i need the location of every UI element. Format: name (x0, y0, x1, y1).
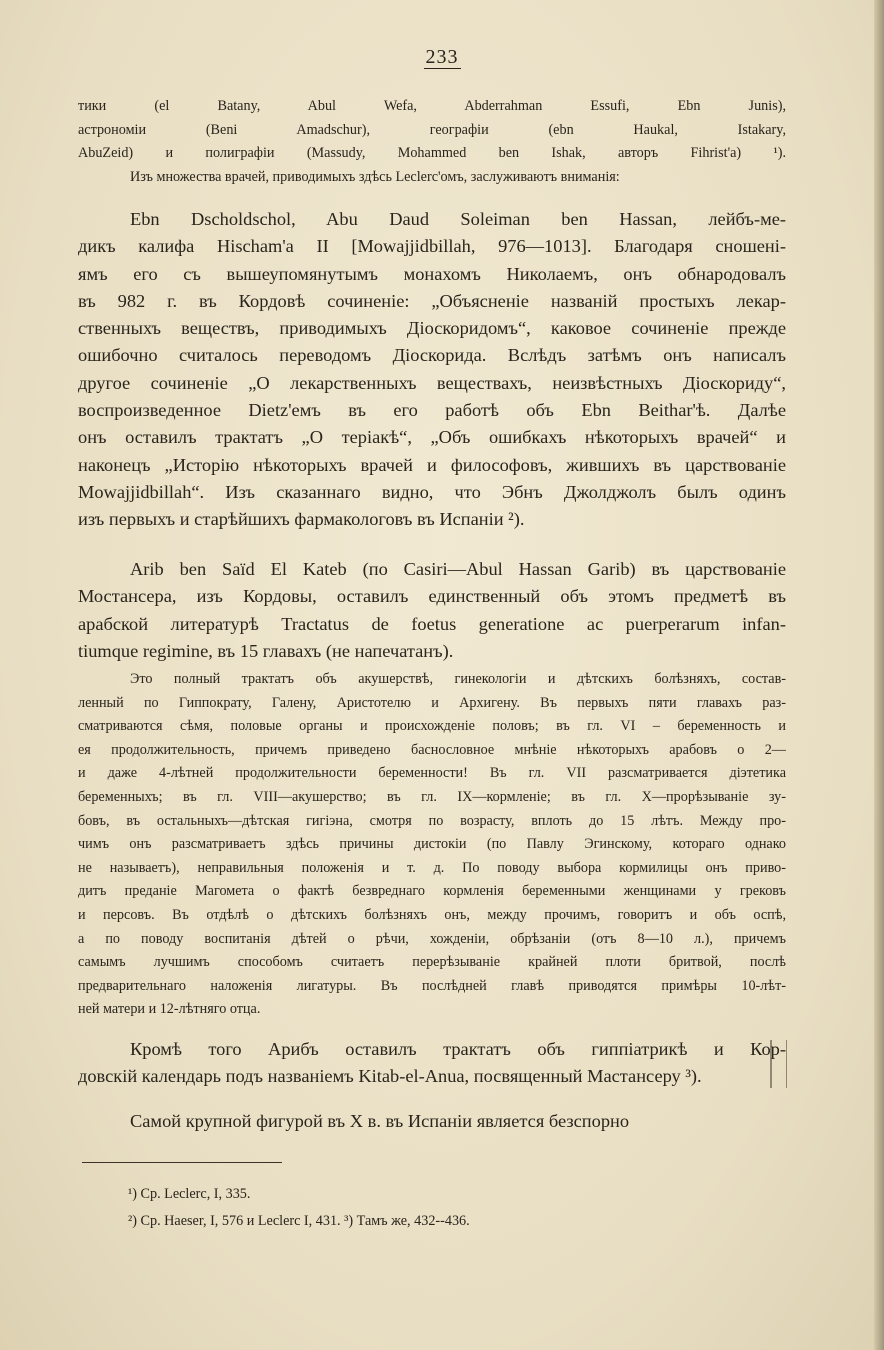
text-line: а по поводу воспитанія дѣтей о рѣчи, хожденіи, обрѣзаніи (отъ 8—10 л.), причемъ (78, 930, 786, 947)
text-line: AbuZeid) и полиграфіи (Massudy, Mohammed ben Ishak, авторъ Fihrist'a) ¹). (78, 145, 786, 162)
paragraph-closing (78, 1108, 786, 1135)
text-line: и персовъ. Въ отдѣлѣ о дѣтскихъ болѣзняхъ онъ, между прочимъ, говоритъ и объ оспѣ, (78, 906, 786, 923)
text-line: не называетъ), неправильныя положенія и т. д. По поводу выбора кормилицы онъ приво- (78, 859, 786, 876)
text-line: беременныхъ; въ гл. VIII—акушерство; въ гл. IX—кормленіе; въ гл. X—прорѣзываніе зу- (78, 788, 786, 805)
small-print-block (78, 668, 786, 1022)
text-line: въ 982 г. въ Кордовѣ сочиненіе: „Объясненіе названій простыхъ лекар- (78, 290, 786, 311)
text-line: ленный по Гиппократу, Галену, Аристотелю и Архигену. Въ первыхъ пяти главахъ раз- (78, 694, 786, 711)
text-line: сматриваются сѣмя, половые органы и происхожденіе половъ; въ гл. VI – беременность и (78, 718, 786, 735)
paragraph-ebn-dscholdschol (78, 206, 786, 534)
text-line: ней матери и 12-лѣтняго отца. (78, 1001, 261, 1018)
text-line: предварительнаго наложенія лигатуры. Въ послѣдней главѣ приводятся примѣры 10-лѣт- (78, 977, 786, 994)
text-line: Arib ben Saïd El Kateb (по Casiri—Abul Hassan Garib) въ царствованіе (130, 559, 786, 579)
text-line: tiumque regimine, въ 15 главахъ (не напечатанъ). (78, 640, 454, 661)
margin-bracket-mark (770, 1040, 787, 1088)
text-line: Изъ множества врачей, приводимыхъ здѣсь Leclerc'омъ, заслуживаютъ вниманія: (130, 168, 620, 185)
text-line: другое сочиненіе „О лекарственныхъ веществахъ, неизвѣстныхъ Діоскориду“, (78, 372, 786, 393)
text-line: арабской литературѣ Tractatus de foetus generatione ac puerperarum infan- (78, 613, 786, 634)
intro-block (78, 95, 786, 189)
paragraph-arib-ben-said (78, 556, 786, 665)
text-line: и даже 4-лѣтней продолжительности беременности! Въ гл. VII разсматривается діэтетика (78, 765, 786, 782)
text-line: онъ оставилъ трактатъ „О теріакѣ“, „Объ ошибкахъ нѣкоторыхъ врачей“ и (78, 427, 786, 448)
text-line: наконецъ „Исторію нѣкоторыхъ врачей и философовъ, жившихъ въ царствованіе (78, 454, 786, 475)
text-line: астрономіи (Beni Amadschur), географіи (ebn Haukal, Istakary, (78, 121, 786, 138)
text-line: воспроизведенное Dietz'емъ въ его работѣ объ Ebn Beithar'ѣ. Далѣе (78, 400, 786, 421)
text-line: изъ первыхъ и старѣйшихъ фармакологовъ въ Испаніи ²). (78, 509, 525, 530)
text-line: дикъ калифа Hischam'a II [Mowajjidbillah, 976—1013]. Благодаря сношені- (78, 236, 786, 257)
text-line: довскій календарь подъ названіемъ Kitab-el-Anua, посвященный Мастансеру ³). (78, 1066, 702, 1087)
page-edge (874, 0, 884, 1350)
text-line: Самой крупной фигурой въ X в. въ Испаніи является безспорно (130, 1111, 630, 1131)
text-line: Кромѣ того Арибъ оставилъ трактатъ объ гиппіатрикѣ и Кор- (130, 1039, 786, 1059)
text-line: Это полный трактатъ объ акушерствѣ, гинекологіи и дѣтскихъ болѣзняхъ, состав- (130, 671, 786, 687)
text-line: Mowajjidbillah“. Изъ сказаннаго видно, что Эбнъ Джолджолъ былъ одинъ (78, 481, 786, 502)
footnote-1: ¹) Ср. Leclerc, I, 335. (128, 1186, 251, 1202)
text-line: ошибочно считалось переводомъ Діоскорида. Вслѣдъ затѣмъ онъ написалъ (78, 345, 786, 366)
page-number: 233 (425, 46, 459, 68)
paragraph-arib-hippiatrics (78, 1036, 786, 1091)
text-line: дитъ преданіе Магомета о фактѣ безвреднаго кормленія беременными женщинами у грековъ (78, 883, 786, 900)
text-line: Ebn Dscholdschol, Abu Daud Soleiman ben Hassan, лейбъ-ме- (130, 209, 786, 229)
text-line: ямъ его съ вышеупомянутымъ монахомъ Николаемъ, онъ обнародовалъ (78, 263, 786, 284)
footnote-2: ²) Ср. Haeser, I, 576 и Leclerc I, 431. ³) Тамъ же, 432--436. (128, 1213, 470, 1229)
text-line: тики (el Batany, Abul Wefa, Abderrahman Essufi, Ebn Junis), (78, 98, 786, 114)
footnote-separator (82, 1162, 282, 1163)
text-line: бовъ, въ остальныхъ—дѣтская гигіэна, смотря по возрасту, вплоть до 15 лѣтъ. Между про- (78, 812, 786, 829)
text-line: ея продолжительность, причемъ приведено баснословное мнѣніе нѣкоторыхъ арабовъ о 2— (78, 741, 786, 758)
text-line: самымъ лучшимъ способомъ считаетъ перерѣзываніе крайней плоти бритвой, послѣ (78, 954, 786, 971)
text-line: чимъ онъ разсматриваетъ здѣсь причины дистокіи (по Павлу Эгинскому, котораго однако (78, 836, 786, 853)
text-line: ственныхъ веществъ, приводимыхъ Діоскоридомъ“, каковое сочиненіе прежде (78, 318, 786, 339)
text-line: Мостансера, изъ Кордовы, оставилъ единственный объ этомъ предметѣ въ (78, 586, 786, 607)
